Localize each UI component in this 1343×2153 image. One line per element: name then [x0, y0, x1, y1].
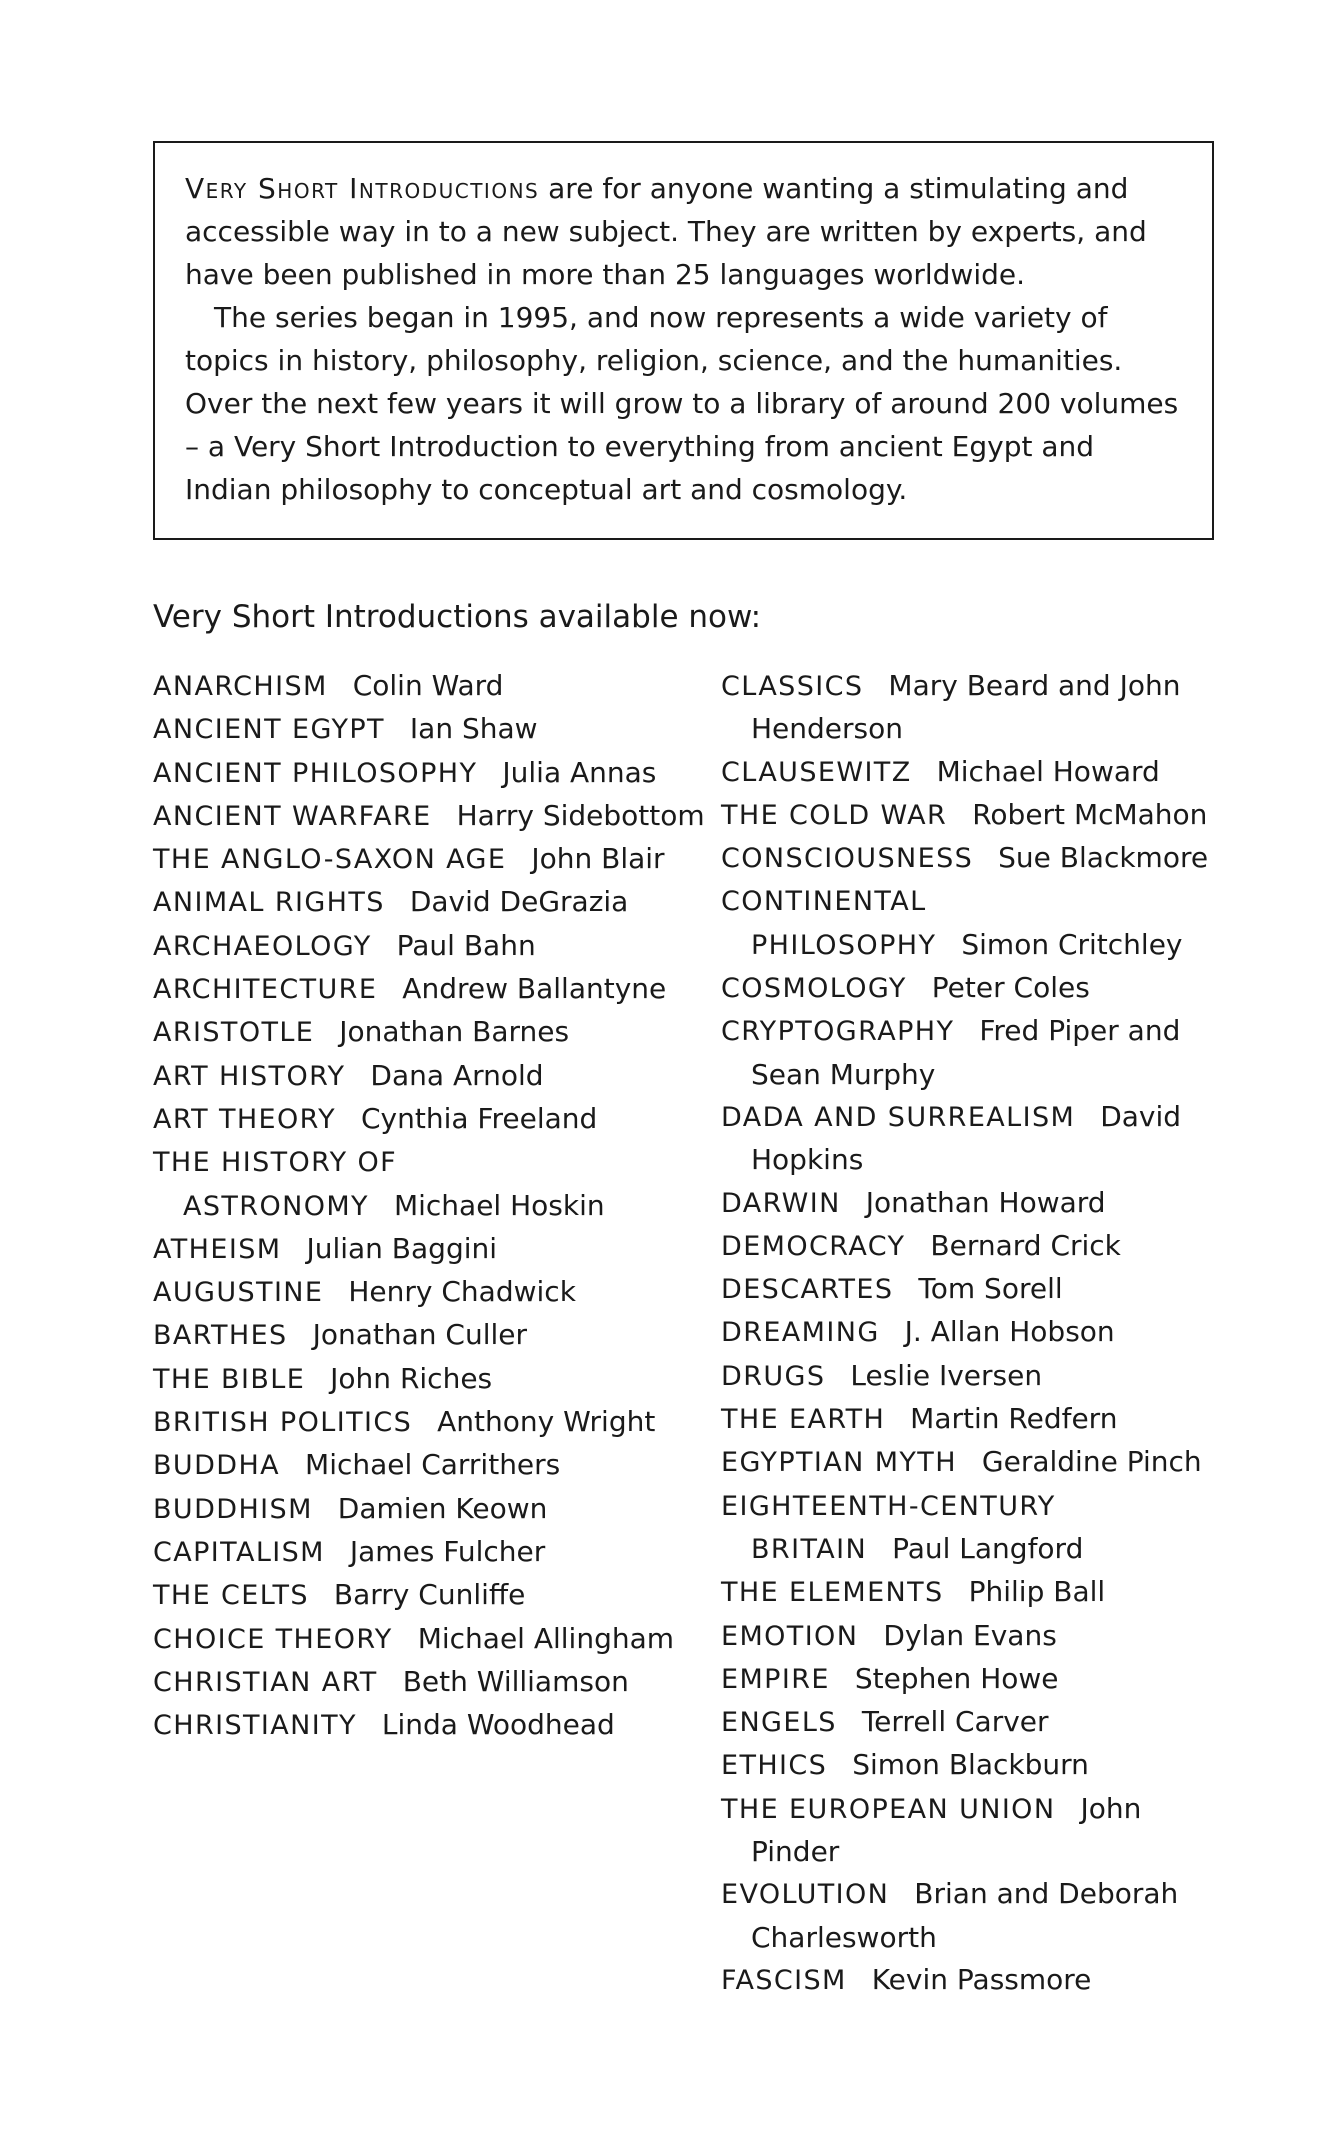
book-author: Michael Howard: [936, 754, 1160, 788]
list-item: [153, 925, 713, 968]
list-item: [153, 1661, 713, 1704]
book-author: David DeGrazia: [409, 885, 629, 919]
list-item: [721, 665, 1221, 751]
book-author: James Fulcher: [349, 1534, 546, 1568]
book-author: Paul Langford: [892, 1531, 1084, 1565]
book-author: Barry Cunliffe: [333, 1578, 526, 1612]
book-author: Dylan Evans: [883, 1618, 1057, 1652]
book-subject: CHRISTIANITY: [153, 1710, 357, 1742]
book-subject: ATHEISM: [153, 1233, 282, 1265]
book-subject: THE EARTH: [721, 1404, 886, 1436]
book-author: Tom Sorell: [918, 1272, 1063, 1306]
list-item: [721, 1311, 1221, 1354]
list-item: [721, 1744, 1221, 1787]
list-item: [153, 1401, 713, 1444]
list-item: [153, 752, 713, 795]
list-item: [153, 1228, 713, 1271]
list-item: [721, 1658, 1221, 1701]
book-author: Jonathan Culler: [312, 1318, 528, 1352]
book-author: Michael Hoskin: [393, 1188, 605, 1222]
list-item: [153, 838, 713, 881]
book-subject: ETHICS: [721, 1750, 828, 1782]
list-heading: Very Short Introductions available now:: [153, 599, 762, 635]
list-item: [721, 1571, 1221, 1614]
book-subject: THE CELTS: [153, 1580, 309, 1612]
book-subject: THE ELEMENTS: [721, 1577, 944, 1609]
book-author: Peter Coles: [931, 971, 1090, 1005]
book-subject: BRITISH POLITICS: [153, 1407, 413, 1439]
book-subject: EVOLUTION: [721, 1879, 890, 1911]
series-name: Very Short Introductions: [185, 172, 540, 205]
book-author: David Hopkins: [751, 1099, 1182, 1177]
list-item: [153, 881, 713, 924]
book-subject: AUGUSTINE: [153, 1277, 324, 1309]
list-item: [721, 1485, 1221, 1572]
book-subject: ENGELS: [721, 1707, 837, 1739]
book-subject: CLASSICS: [721, 671, 864, 702]
book-subject: CHOICE THEORY: [153, 1623, 393, 1655]
book-subject: CONTINENTAL PHILOSOPHY: [721, 886, 937, 961]
book-author: Simon Blackburn: [852, 1748, 1089, 1782]
book-subject: THE BIBLE: [153, 1363, 306, 1395]
list-item: [721, 967, 1221, 1010]
book-author: Bernard Crick: [930, 1228, 1121, 1262]
list-item: [153, 1314, 713, 1357]
book-subject: EMOTION: [721, 1620, 859, 1652]
book-author: Julian Baggini: [306, 1231, 498, 1265]
list-item: [153, 1574, 713, 1617]
book-subject: BUDDHA: [153, 1450, 281, 1482]
book-subject: CLAUSEWITZ: [721, 756, 912, 788]
book-author: Robert McMahon: [972, 797, 1208, 831]
list-item: [721, 1959, 1221, 2002]
book-subject: CAPITALISM: [153, 1536, 325, 1568]
book-author: Anthony Wright: [437, 1405, 656, 1439]
list-item: [721, 1225, 1221, 1268]
book-author: Julia Annas: [502, 755, 657, 789]
book-subject: THE COLD WAR: [721, 799, 948, 831]
book-author: Sue Blackmore: [998, 841, 1209, 875]
list-item: [721, 1096, 1221, 1182]
intro-paragraph-2: The series began in 1995, and now represents a wide variety of topics in history, philosophy, religion, science, and the humanities. Over the next few years it will grow to a library of around 200 volumes – a Very Short Introduction to everything from ancient Egypt and Indian philosophy to conceptual art and cosmology.: [185, 301, 1179, 506]
book-subject: ART THEORY: [153, 1103, 336, 1135]
book-author: Kevin Passmore: [871, 1962, 1092, 1996]
book-subject: THE HISTORY OF ASTRONOMY: [153, 1147, 398, 1222]
list-item: [153, 795, 713, 838]
book-author: Beth Williamson: [402, 1664, 629, 1698]
list-item: [721, 794, 1221, 837]
book-author: Philip Ball: [968, 1575, 1106, 1609]
book-subject: THE EUROPEAN UNION: [721, 1793, 1056, 1825]
book-author: Stephen Howe: [854, 1661, 1059, 1695]
list-item: [721, 837, 1221, 880]
list-item: [153, 1488, 713, 1531]
book-author: Mary Beard and John Henderson: [751, 669, 1181, 746]
intro-paragraph-1: [185, 167, 1184, 296]
book-subject: DADA AND SURREALISM: [721, 1101, 1076, 1133]
book-subject: ARISTOTLE: [153, 1017, 315, 1049]
list-item: [153, 665, 713, 708]
book-subject: FASCISM: [721, 1964, 847, 1996]
book-author: Harry Sidebottom: [456, 798, 705, 832]
book-author: J. Allan Hobson: [904, 1315, 1115, 1349]
book-subject: ANCIENT EGYPT: [153, 714, 385, 746]
book-subject: DESCARTES: [721, 1274, 894, 1306]
book-author: Jonathan Barnes: [339, 1015, 570, 1049]
list-item: [721, 1355, 1221, 1398]
list-item: [153, 1098, 713, 1141]
book-author: Martin Redfern: [910, 1402, 1118, 1436]
book-subject: DEMOCRACY: [721, 1230, 906, 1262]
book-author: Andrew Ballantyne: [402, 972, 667, 1006]
list-item: [721, 1010, 1221, 1096]
book-author: Damien Keown: [337, 1491, 548, 1525]
book-subject: ANCIENT PHILOSOPHY: [153, 757, 478, 789]
book-author: Fred Piper and Sean Murphy: [751, 1014, 1181, 1091]
book-author: John Pinder: [751, 1791, 1142, 1869]
book-author: Leslie Iversen: [850, 1358, 1043, 1392]
book-subject: BUDDHISM: [153, 1493, 313, 1525]
book-subject: ART HISTORY: [153, 1060, 346, 1092]
book-author: Michael Allingham: [417, 1621, 675, 1655]
book-author: Michael Carrithers: [305, 1448, 561, 1482]
book-author: Jonathan Howard: [865, 1185, 1106, 1219]
intro-paragraph-1-text: are for anyone wanting a stimulating and accessible way in to a new subject. They are written by experts, and have been published in more than 25 languages worldwide.: [185, 172, 1147, 291]
list-item: [153, 1358, 713, 1401]
list-item: [153, 1141, 713, 1228]
book-author: Terrell Carver: [861, 1705, 1049, 1739]
list-item: [153, 1531, 713, 1574]
book-subject: EIGHTEENTH-CENTURY BRITAIN: [721, 1490, 1056, 1565]
list-item: [153, 968, 713, 1011]
book-subject: DRUGS: [721, 1360, 826, 1392]
book-author: Brian and Deborah Charlesworth: [751, 1877, 1179, 1954]
list-item: [153, 1271, 713, 1314]
book-subject: ANARCHISM: [153, 671, 328, 702]
list-item: [721, 1182, 1221, 1225]
list-item: [153, 1704, 713, 1747]
book-subject: DARWIN: [721, 1187, 841, 1219]
list-item: [721, 880, 1221, 967]
list-item: [721, 1788, 1221, 1874]
book-author: John Blair: [531, 842, 665, 876]
list-item: [721, 1398, 1221, 1441]
list-item: [153, 1444, 713, 1487]
book-subject: ARCHAEOLOGY: [153, 930, 372, 962]
list-item: [153, 1055, 713, 1098]
book-subject: CONSCIOUSNESS: [721, 843, 974, 875]
list-item: [721, 1615, 1221, 1658]
book-author: Simon Critchley: [961, 927, 1183, 961]
left-title-column: [153, 665, 713, 1747]
book-author: Ian Shaw: [409, 712, 538, 746]
right-title-column: [721, 665, 1221, 2002]
series-intro-box: [153, 141, 1214, 540]
book-author: Paul Bahn: [396, 928, 536, 962]
book-author: Dana Arnold: [370, 1058, 544, 1092]
book-subject: EMPIRE: [721, 1663, 830, 1695]
book-author: Henry Chadwick: [348, 1275, 576, 1309]
list-item: [721, 1441, 1221, 1484]
book-author: Cynthia Freeland: [360, 1101, 598, 1135]
book-subject: ARCHITECTURE: [153, 974, 378, 1006]
list-item: [721, 1701, 1221, 1744]
book-author: Colin Ward: [352, 669, 504, 702]
book-subject: CRYPTOGRAPHY: [721, 1016, 955, 1048]
book-subject: ANIMAL RIGHTS: [153, 887, 385, 919]
book-author: Geraldine Pinch: [981, 1445, 1202, 1479]
list-item: [721, 1873, 1221, 1959]
list-item: [153, 1618, 713, 1661]
list-item: [153, 708, 713, 751]
list-item: [153, 1011, 713, 1054]
book-subject: THE ANGLO-SAXON AGE: [153, 844, 507, 876]
book-subject: CHRISTIAN ART: [153, 1666, 378, 1698]
list-item: [721, 751, 1221, 794]
list-item: [721, 1268, 1221, 1311]
book-author: John Riches: [330, 1361, 493, 1395]
book-subject: BARTHES: [153, 1320, 288, 1352]
book-subject: COSMOLOGY: [721, 973, 907, 1005]
book-subject: ANCIENT WARFARE: [153, 800, 432, 832]
book-subject: DREAMING: [721, 1317, 880, 1349]
book-author: Linda Woodhead: [381, 1708, 615, 1742]
book-subject: EGYPTIAN MYTH: [721, 1447, 957, 1479]
